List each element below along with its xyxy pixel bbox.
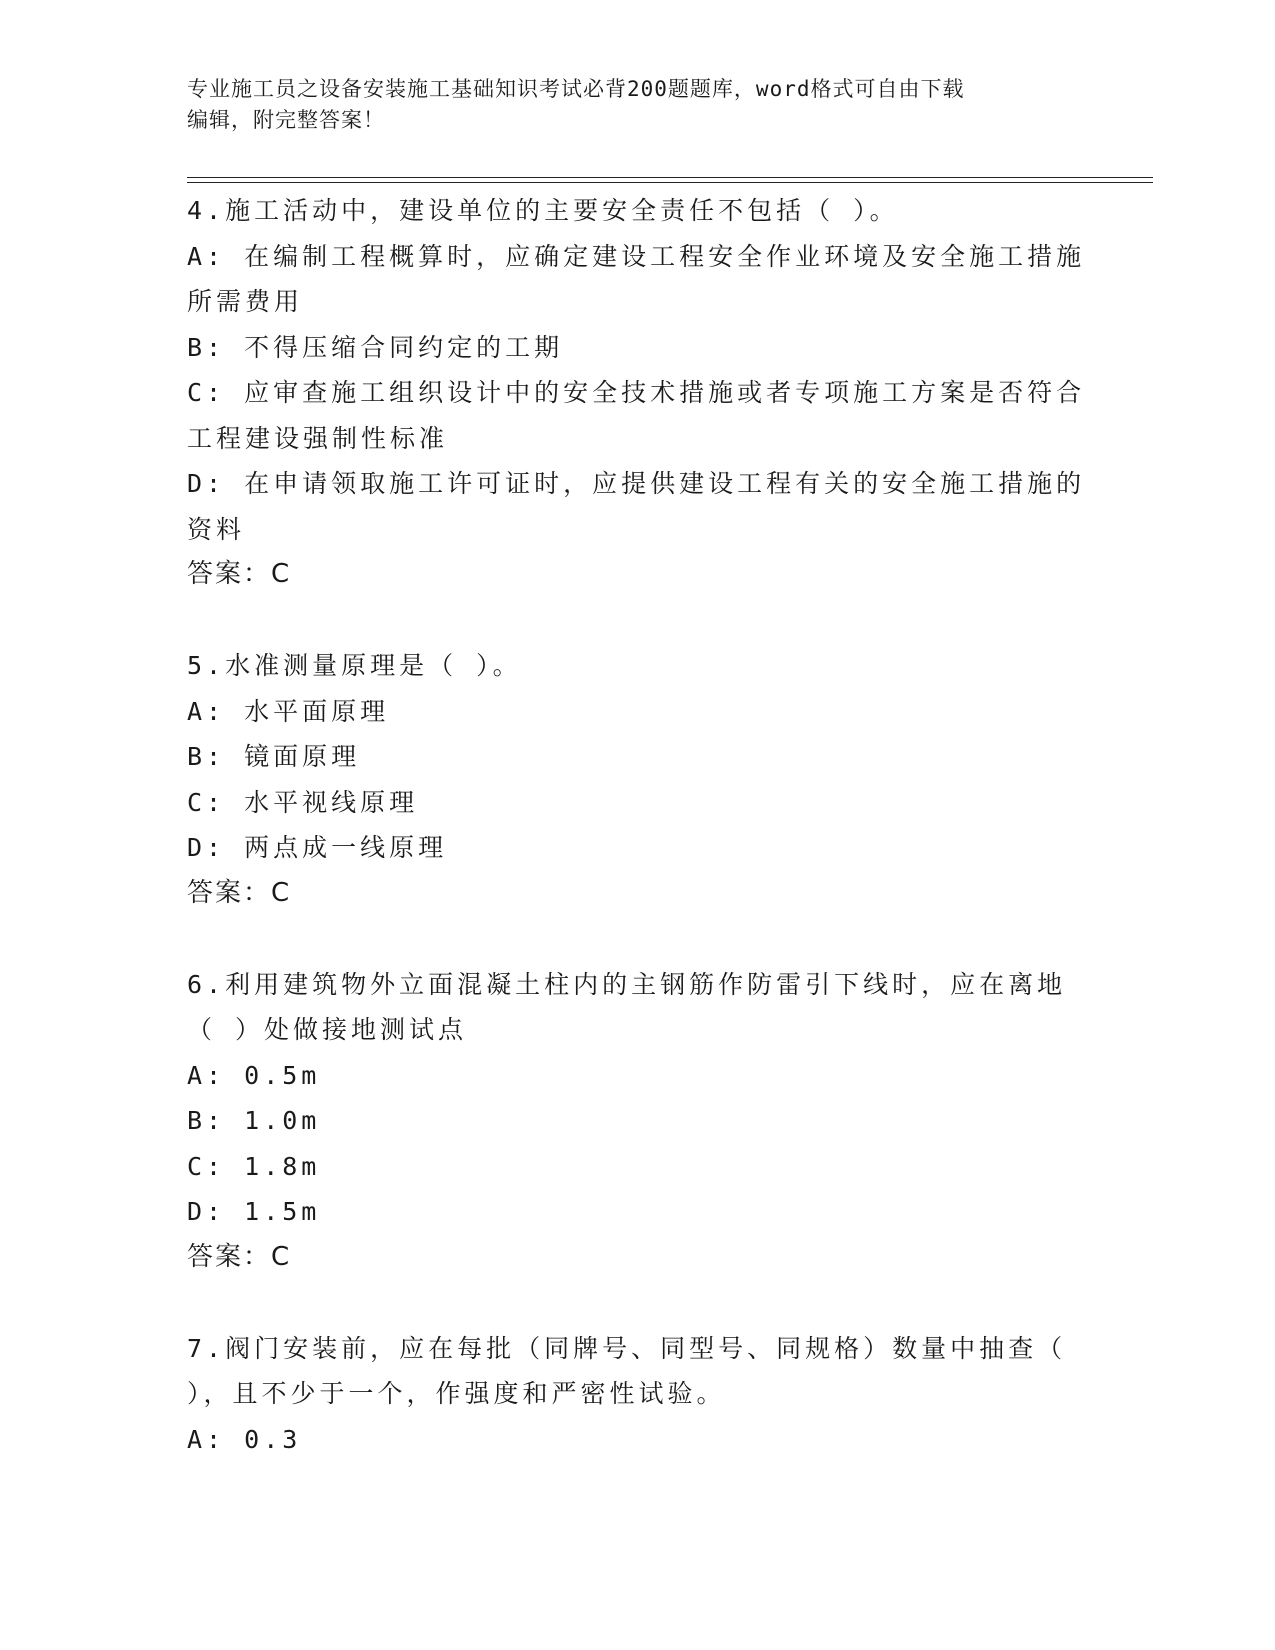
question-stem: （ ）处做接地测试点 bbox=[187, 1015, 468, 1044]
option-text: 资料 bbox=[187, 514, 246, 544]
header-line-2: 编辑，附完整答案！ bbox=[187, 108, 385, 132]
question-stem: 6.利用建筑物外立面混凝土柱内的主钢筋作防雷引下线时，应在离地 bbox=[187, 969, 1067, 999]
header-divider-bottom bbox=[187, 182, 1153, 183]
question-block bbox=[187, 962, 1087, 1281]
option-text: A: 0.3 bbox=[187, 1424, 302, 1454]
question-stem: 7.阀门安装前，应在每批（同牌号、同型号、同规格）数量中抽查（ bbox=[187, 1333, 1067, 1363]
answer-text: 答案：C bbox=[187, 559, 292, 589]
question-spacer bbox=[187, 598, 1087, 644]
question-spacer bbox=[187, 1280, 1087, 1326]
header-divider-top bbox=[187, 177, 1153, 178]
option-text: A: 在编制工程概算时，应确定建设工程安全作业环境及安全施工措施 bbox=[187, 241, 1086, 271]
question-block bbox=[187, 643, 1087, 916]
option-text: D: 两点成一线原理 bbox=[187, 833, 448, 862]
option-text: C: 水平视线原理 bbox=[187, 787, 419, 817]
question-spacer bbox=[187, 916, 1087, 962]
option-text: D: 1.5m bbox=[187, 1197, 321, 1226]
option-text: A: 水平面原理 bbox=[187, 696, 390, 726]
question-list bbox=[187, 188, 1087, 1462]
answer-text: 答案：C bbox=[187, 877, 292, 908]
option-text: 所需费用 bbox=[187, 287, 304, 316]
option-text: C: 1.8m bbox=[187, 1151, 321, 1181]
question-stem: 4.施工活动中，建设单位的主要安全责任不包括（ ）。 bbox=[187, 196, 899, 225]
option-text: D: 在申请领取施工许可证时，应提供建设工程有关的安全施工措施的 bbox=[187, 469, 1086, 498]
header-line-1: 专业施工员之设备安装施工基础知识考试必背200题题库，word格式可自由下载 bbox=[187, 77, 965, 101]
option-text: C: 应审查施工组织设计中的安全技术措施或者专项施工方案是否符合 bbox=[187, 378, 1086, 407]
question-stem: 5.水准测量原理是（ ）。 bbox=[187, 651, 522, 680]
question-block bbox=[187, 188, 1087, 598]
question-stem: ），且不少于一个，作强度和严密性试验。 bbox=[187, 1379, 726, 1408]
answer-text: 答案：C bbox=[187, 1241, 292, 1272]
option-text: 工程建设强制性标准 bbox=[187, 423, 449, 453]
question-block bbox=[187, 1326, 1087, 1463]
document-header bbox=[187, 74, 1067, 136]
option-text: B: 1.0m bbox=[187, 1106, 321, 1135]
option-text: B: 不得压缩合同约定的工期 bbox=[187, 332, 564, 362]
option-text: B: 镜面原理 bbox=[187, 742, 361, 771]
option-text: A: 0.5m bbox=[187, 1060, 321, 1090]
